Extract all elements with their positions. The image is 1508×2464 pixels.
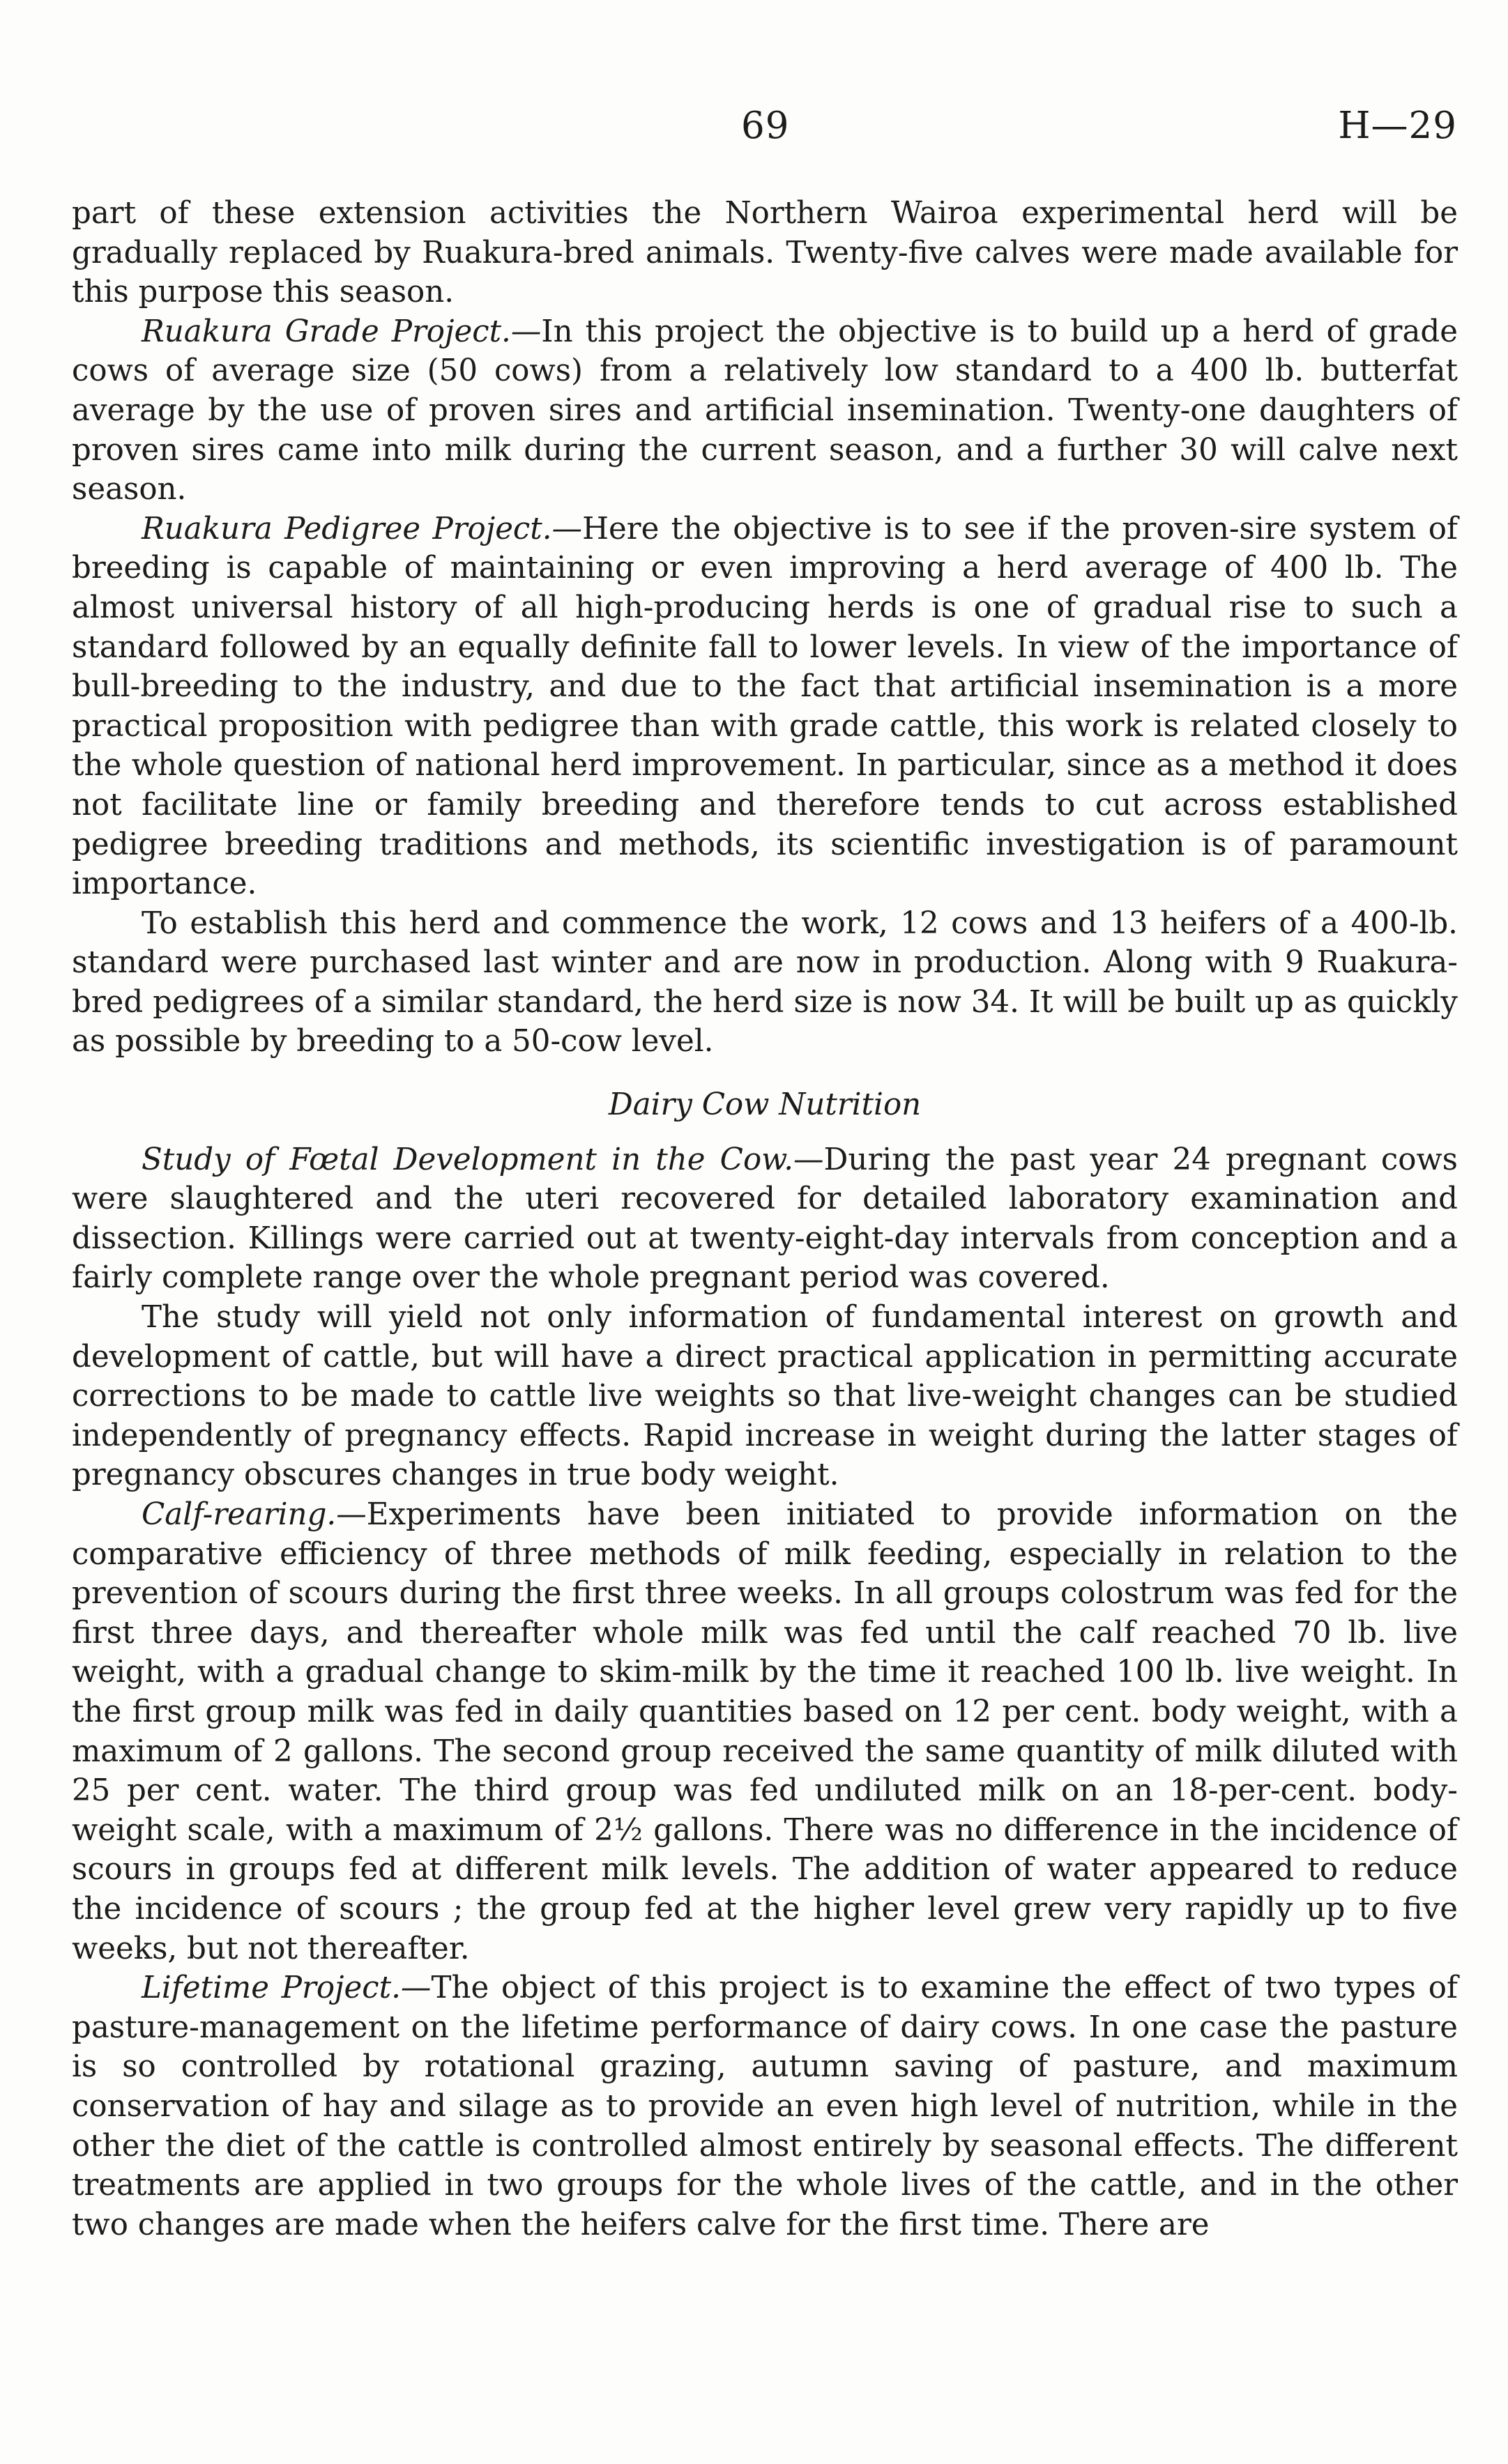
paragraph-text: The study will yield not only information of fundamental interest on growth and development of cattle, but will have a direct practical application in permitting accurate corrections to be made to cattle live weights so that live-weight changes can be studied independently of pregnancy effects. Rapid increase in weight during the latter stages of pregnancy obscures changes in true body weight. (72, 1300, 1458, 1493)
paragraph-text: Here the objective is to see if the proven-sire system of breeding is capable of maintaining or even improving a herd average of 400 lb. The almost universal history of all high-producing herds is one of gradual rise to such a standard followed by an equally definite fall to lower levels. In view of the importance of bull-breeding to the industry, and due to the fact that artificial insemination is a more practical proposition with pedigree than with grade cattle, this work is related closely to the whole question of national herd improvement. In particular, since as a method it does not facilitate line or family breeding and therefore tends to cut across established pedigree breeding traditions and methods, its scientific investigation is of paramount importance. (72, 511, 1458, 902)
paragraph-heading: Ruakura Grade Project.— (142, 314, 542, 349)
paragraph-text: To establish this herd and commence the work, 12 cows and 13 heifers of a 400-lb. standard were purchased last winter and are now in production. Along with 9 Ruakura-bred pedigrees of a similar standard, the herd size is now 34. It will be built up as quickly as possible by breeding to a 50-cow level. (72, 905, 1458, 1059)
paragraph-lifetime-project (72, 1968, 1458, 2244)
paragraph-heading: Ruakura Pedigree Project.— (142, 511, 583, 546)
page-number: 69 (741, 105, 790, 147)
paragraph-ruakura-grade-project (72, 312, 1458, 510)
paragraph-herd-establishment (72, 904, 1458, 1062)
paragraph-heading: Study of Fœtal Development in the Cow.— (142, 1142, 824, 1177)
body-text (72, 194, 1458, 2244)
section-heading: Dairy Cow Nutrition (608, 1087, 922, 1123)
paragraph-text: During the past year 24 pregnant cows were slaughtered and the uteri recovered for detailed laboratory examination and dissection. Killings were carried out at twenty-eight-day intervals from conception and a fairly complete range over the whole pregnant period was covered. (72, 1142, 1458, 1296)
paragraph-text: The object of this project is to examine the effect of two types of pasture-management on the lifetime performance of dairy cows. In one case the pasture is so controlled by rotational grazing, autumn saving of pasture, and maximum conservation of hay and silage as to provide an even high level of nutrition, while in the other the diet of the cattle is controlled almost entirely by seasonal effects. The different treatments are applied in two groups for the whole lives of the cattle, and in the other two changes are made when the heifers calve for the first time. There are (72, 1971, 1458, 2242)
paragraph-continuation (72, 194, 1458, 312)
paragraph-foetal-development (72, 1140, 1458, 1298)
paragraph-heading: Lifetime Project.— (142, 1971, 432, 2006)
page-reference: H—29 (1338, 105, 1457, 147)
paragraph-text: In this project the objective is to build up a herd of grade cows of average size (50 cows) from a relatively low standard to a 400 lb. butterfat average by the use of proven sires and artificial insemination. Twenty-one daughters of proven sires came into milk during the current season, and a further 30 will calve next season. (72, 314, 1458, 507)
paragraph-text: Experiments have been initiated to provide information on the comparative efficiency of three methods of milk feeding, especially in relation to the prevention of scours during the first three weeks. In all groups colostrum was fed for the first three days, and thereafter whole milk was fed until the calf reached 70 lb. live weight, with a gradual change to skim-milk by the time it reached 100 lb. live weight. In the first group milk was fed in daily quantities based on 12 per cent. body weight, with a maximum of 2 gallons. The second group received the same quantity of milk diluted with 25 per cent. water. The third group was fed undiluted milk on an 18-per-cent. body-weight scale, with a maximum of 2½ gallons. There was no difference in the incidence of scours in groups fed at different milk levels. The addition of water appeared to reduce the incidence of scours ; the group fed at the higher level grew very rapidly up to five weeks, but not thereafter. (72, 1497, 1458, 1966)
paragraph-study-yield (72, 1298, 1458, 1495)
paragraph-heading: Calf-rearing.— (142, 1497, 367, 1532)
paragraph-calf-rearing (72, 1495, 1458, 1968)
paragraph-text: part of these extension activities the Northern Wairoa experimental herd will be gradually replaced by Ruakura-bred animals. Twenty-five calves were made available for this purpose this season. (72, 196, 1458, 310)
paragraph-ruakura-pedigree-project (72, 510, 1458, 904)
